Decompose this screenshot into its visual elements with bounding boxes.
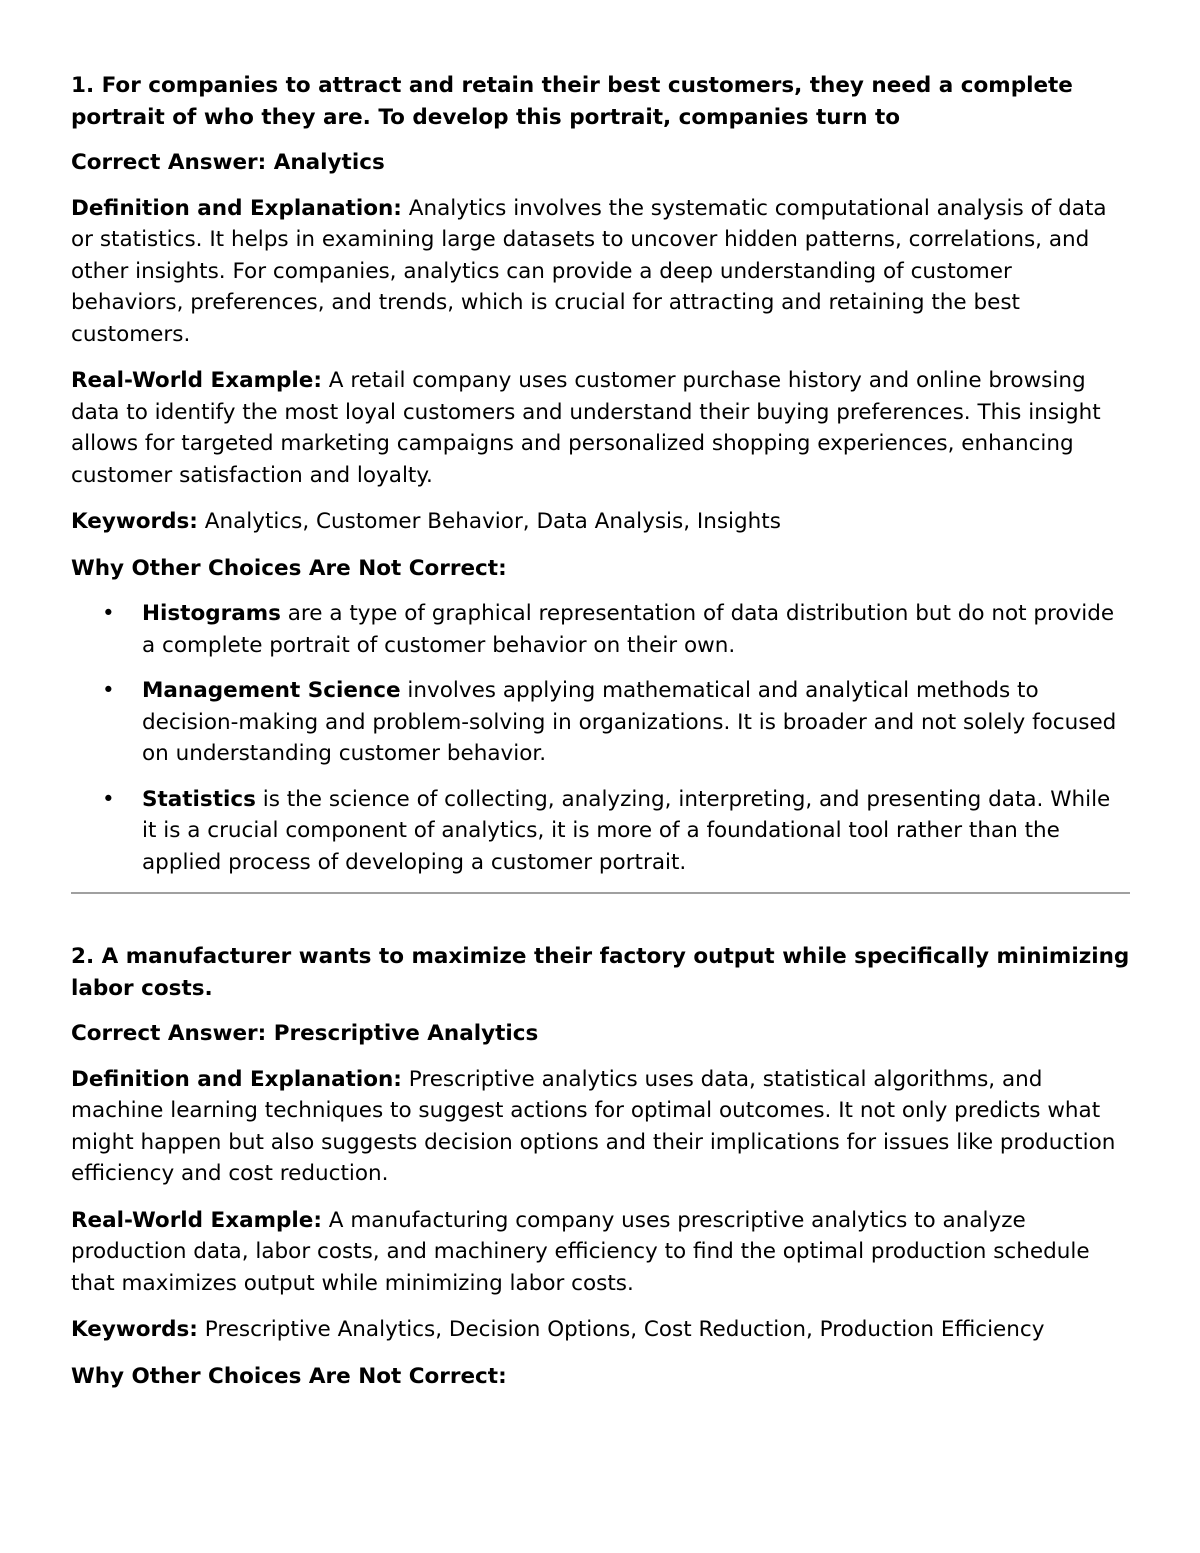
question-block-1 [71, 70, 1131, 878]
example-text: A manufacturing company uses prescriptive analytics to analyze production data, labor costs, and machinery efficiency to find the optimal production schedule that maximizes output while minimizing labor costs. [71, 1207, 1090, 1296]
question-text: 2. A manufacturer wants to maximize their factory output while specifically minimizing labor costs. [71, 944, 1130, 1001]
why-other-heading: Why Other Choices Are Not Correct: [71, 555, 507, 581]
document-page [71, 70, 1131, 1406]
other-choices-list [71, 598, 1131, 878]
correct-answer: Correct Answer: Prescriptive Analytics [71, 1021, 539, 1046]
definition-label: Definition and Explanation: [71, 195, 402, 221]
choice-term: Histograms [142, 601, 281, 626]
example-label: Real-World Example: [71, 368, 322, 393]
example-label: Real-World Example: [71, 1207, 322, 1233]
choice-text: are a type of graphical representation of data distribution but do not provide a complete portrait of customer behavior on their own. [142, 601, 1115, 658]
choice-term: Statistics [142, 786, 256, 812]
keywords-label: Keywords: [71, 1317, 198, 1342]
why-other-heading: Why Other Choices Are Not Correct: [71, 1363, 507, 1389]
definition-text: Prescriptive analytics uses data, statistical algorithms, and machine learning techniques to suggest actions for optimal outcomes. It not only predicts what might happen but also suggests decision options and their implications for issues like production efficiency and cost reduction. [71, 1066, 1116, 1186]
list-item [71, 784, 1131, 879]
question-text: 1. For companies to attract and retain their best customers, they need a complete portrait of who they are. To develop this portrait, companies turn to [71, 73, 1073, 130]
definition-text: Analytics involves the systematic computational analysis of data or statistics. It helps in examining large datasets to uncover hidden patterns, correlations, and other insights. For companies, analytics can provide a deep understanding of customer behaviors, preferences, and trends, which is crucial for attracting and retaining the best customers. [71, 195, 1107, 347]
definition-paragraph [71, 193, 1131, 351]
definition-label: Definition and Explanation: [71, 1066, 402, 1092]
correct-answer: Correct Answer: Analytics [71, 150, 385, 175]
keywords-label: Keywords: [71, 509, 198, 534]
question-block-2 [71, 941, 1131, 1392]
list-item [71, 675, 1131, 770]
example-paragraph [71, 1205, 1131, 1300]
example-text: A retail company uses customer purchase history and online browsing data to identify the most loyal customers and understand their buying preferences. This insight allows for targeted marketing campaigns and personalized shopping experiences, enhancing customer satisfaction and loyalty. [71, 368, 1101, 488]
keywords-paragraph [71, 506, 1131, 538]
bullet-icon: • [102, 678, 115, 703]
bullet-icon: • [102, 786, 115, 812]
choice-term: Management Science [142, 678, 401, 703]
choice-text: is the science of collecting, analyzing, interpreting, and presenting data. While it is a crucial component of analytics, it is more of a foundational tool rather than the applied process of developing a customer portrait. [142, 786, 1111, 875]
example-paragraph [71, 365, 1131, 491]
section-divider [71, 892, 1130, 894]
keywords-text: Analytics, Customer Behavior, Data Analysis, Insights [197, 509, 781, 534]
keywords-text: Prescriptive Analytics, Decision Options, Cost Reduction, Production Efficiency [197, 1317, 1045, 1342]
bullet-icon: • [102, 601, 115, 626]
list-item [71, 598, 1131, 661]
definition-paragraph [71, 1064, 1131, 1190]
choice-text: involves applying mathematical and analytical methods to decision-making and problem-solving in organizations. It is broader and not solely focused on understanding customer behavior. [142, 678, 1117, 766]
keywords-paragraph [71, 1314, 1131, 1346]
